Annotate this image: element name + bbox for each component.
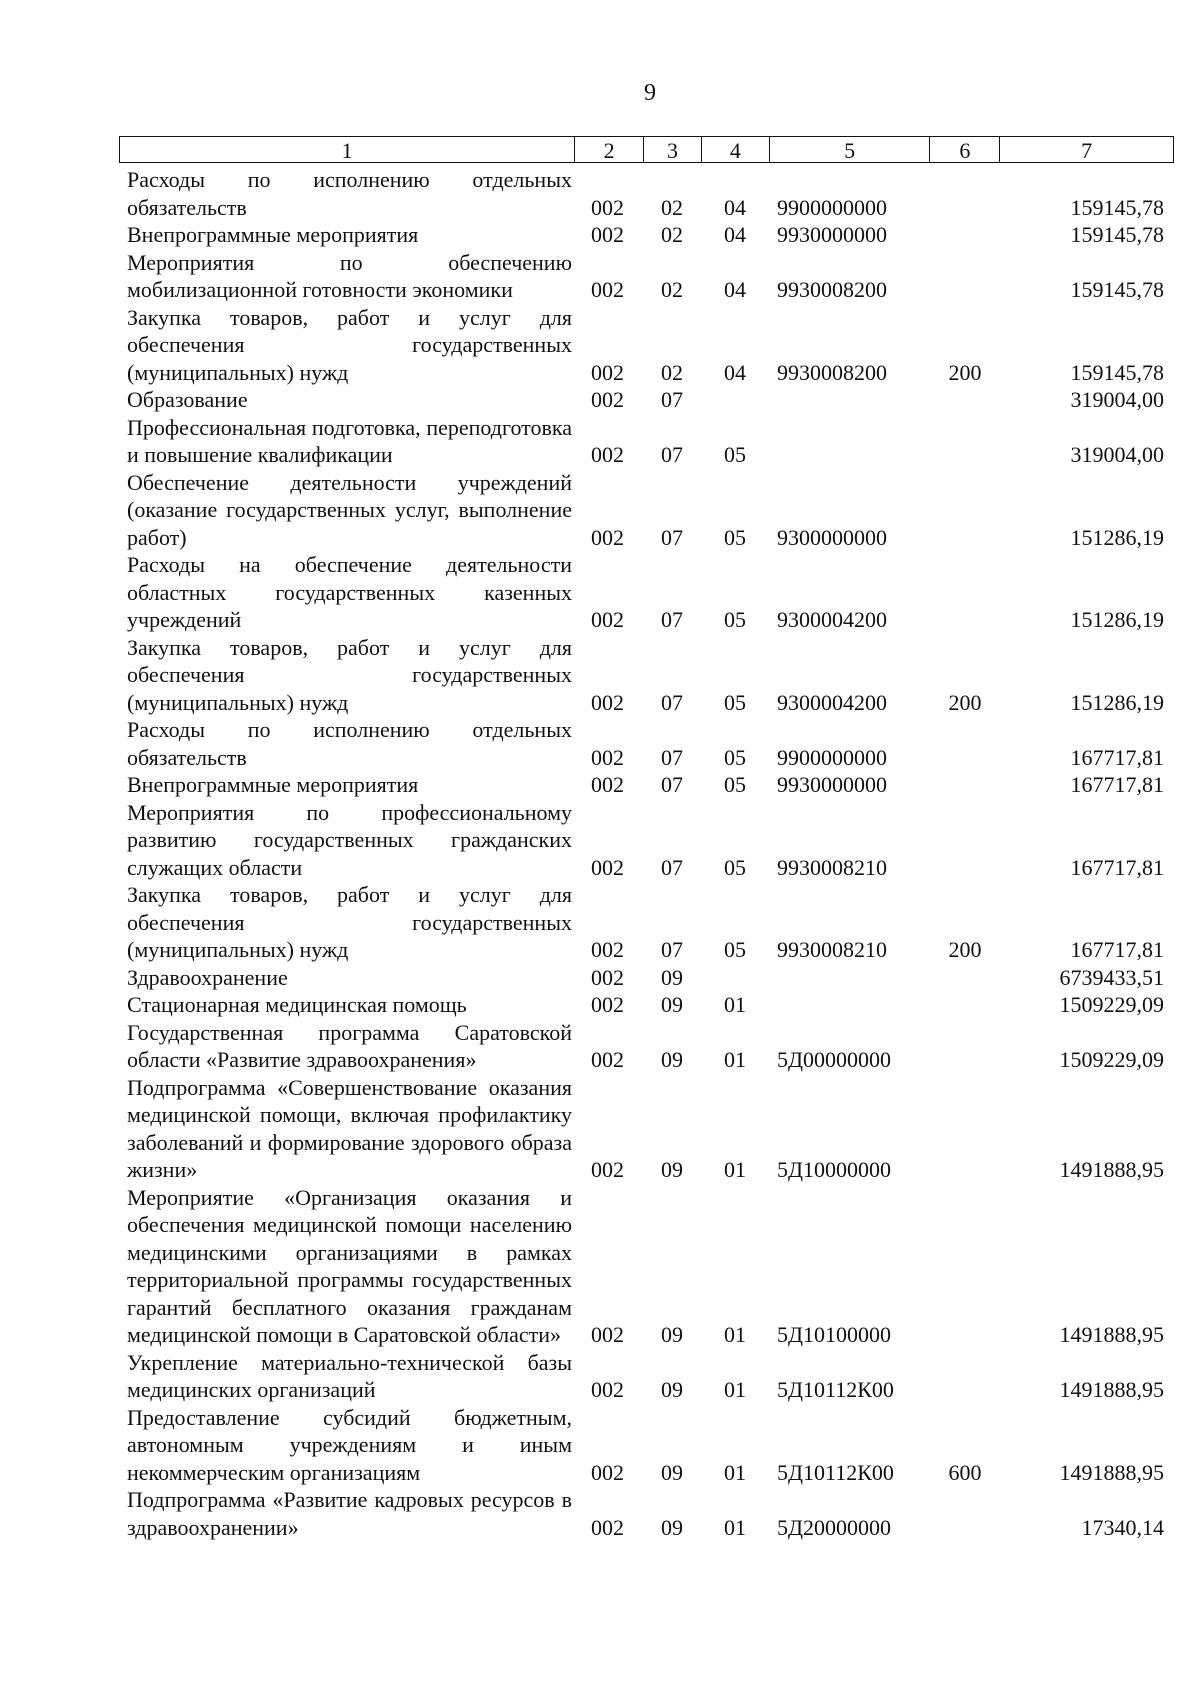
code-subsection: 05 [724, 854, 746, 880]
table-row [119, 304, 1174, 387]
table-row [119, 1184, 1174, 1349]
code-admin: 002 [591, 442, 624, 467]
table-row [119, 1349, 1174, 1404]
header-col-7: 7 [999, 137, 1173, 162]
code-subsection: 01 [724, 992, 746, 1017]
row-description: Профессиональная подготовка, переподготовка и повышение квалификации [127, 414, 572, 467]
code-section: 09 [661, 1377, 683, 1402]
row-description: Закупка товаров, работ и услуг для обеспечения государственных (муниципальных) нужд [127, 882, 572, 962]
code-expense-type: 200 [948, 937, 982, 962]
table-row [119, 634, 1174, 717]
code-target-article: 5Д10112К00 [777, 1377, 894, 1402]
row-description: Укрепление материально-технической базы медицинских организаций [127, 1349, 572, 1402]
row-description: Закупка товаров, работ и услуг для обеспечения государственных (муниципальных) нужд [127, 304, 572, 385]
amount-value: 6739433,51 [1059, 964, 1164, 990]
row-description: Здравоохранение [127, 964, 288, 990]
row-description: Расходы по исполнению отдельных обязательств [127, 717, 572, 770]
code-admin: 002 [591, 277, 624, 302]
amount-value: 1491888,95 [1059, 1377, 1164, 1402]
code-section: 09 [661, 992, 683, 1017]
amount-value: 167717,81 [1070, 937, 1164, 962]
header-col-6: 6 [929, 137, 999, 162]
code-subsection: 01 [724, 1459, 746, 1485]
table-row [119, 1019, 1174, 1074]
code-expense-type: 200 [948, 359, 982, 385]
code-admin: 002 [591, 222, 624, 247]
code-admin: 002 [591, 1377, 624, 1402]
row-description: Мероприятия по профессиональному развитию государственных гражданских служащих области [127, 799, 572, 880]
code-admin: 002 [591, 1322, 624, 1347]
code-section: 09 [661, 964, 683, 990]
page-number: 9 [644, 80, 656, 106]
amount-value: 159145,78 [1070, 277, 1164, 302]
code-section: 02 [661, 222, 683, 247]
code-subsection: 05 [724, 524, 746, 550]
amount-value: 159145,78 [1070, 194, 1164, 220]
code-subsection: 04 [724, 222, 746, 247]
code-target-article: 9300004200 [777, 689, 887, 715]
code-admin: 002 [591, 1047, 624, 1072]
code-subsection: 01 [724, 1157, 746, 1182]
code-subsection: 04 [724, 194, 746, 220]
code-admin: 002 [591, 689, 624, 715]
table-row [119, 881, 1174, 964]
code-subsection: 01 [724, 1047, 746, 1072]
code-subsection: 05 [724, 772, 746, 797]
table-row [119, 771, 1174, 799]
amount-value: 319004,00 [1070, 442, 1164, 467]
code-admin: 002 [591, 387, 624, 412]
table-row [119, 1486, 1174, 1541]
code-subsection: 05 [724, 744, 746, 770]
row-description: Предоставление субсидий бюджетным, автономным учреждениям и иным некоммерческим организациям [127, 1404, 572, 1485]
code-target-article: 5Д00000000 [777, 1047, 892, 1072]
code-admin: 002 [591, 937, 624, 962]
code-admin: 002 [591, 524, 624, 550]
code-section: 09 [661, 1514, 683, 1540]
header-col-5: 5 [769, 137, 930, 162]
code-target-article: 9900000000 [777, 194, 887, 220]
code-target-article: 5Д10100000 [777, 1322, 892, 1347]
code-target-article: 9300004200 [777, 607, 887, 632]
code-section: 07 [661, 937, 683, 962]
code-target-article: 9930008200 [777, 277, 887, 302]
table-row [119, 964, 1174, 992]
row-description: Государственная программа Саратовской области «Развитие здравоохранения» [127, 1019, 572, 1072]
amount-value: 167717,81 [1070, 854, 1164, 880]
table-row [119, 716, 1174, 771]
header-col-1: 1 [341, 138, 353, 163]
code-subsection: 01 [724, 1377, 746, 1402]
table-row [119, 991, 1174, 1019]
code-section: 09 [661, 1047, 683, 1072]
row-description: Стационарная медицинская помощь [127, 992, 467, 1017]
row-description: Мероприятия по обеспечению мобилизационной готовности экономики [127, 249, 572, 302]
amount-value: 1509229,09 [1059, 1047, 1164, 1072]
amount-value: 167717,81 [1070, 744, 1164, 770]
header-col-4: 4 [701, 137, 769, 162]
amount-value: 1491888,95 [1059, 1157, 1164, 1182]
code-target-article: 5Д10112К00 [777, 1459, 894, 1485]
code-section: 07 [661, 442, 683, 467]
code-target-article: 9930000000 [777, 222, 887, 247]
amount-value: 17340,14 [1081, 1514, 1164, 1540]
table-row [119, 166, 1174, 221]
table-row [119, 249, 1174, 304]
row-description: Подпрограмма «Развитие кадровых ресурсов в здравоохранении» [127, 1487, 572, 1540]
code-section: 07 [661, 772, 683, 797]
code-target-article: 9930008200 [777, 359, 887, 385]
amount-value: 159145,78 [1070, 359, 1164, 385]
code-subsection: 05 [724, 937, 746, 962]
table-row [119, 386, 1174, 414]
code-section: 02 [661, 277, 683, 302]
row-description: Мероприятие «Организация оказания и обеспечения медицинской помощи населению медицинскими организациями в рамках территориальной программы государственных гарантий бесплатного оказания гражданам медицинской помощи в Саратовской области» [127, 1184, 572, 1347]
table-row [119, 414, 1174, 469]
code-admin: 002 [591, 744, 624, 770]
code-section: 09 [661, 1459, 683, 1485]
row-description: Внепрограммные мероприятия [127, 222, 419, 247]
row-description: Образование [127, 387, 248, 412]
code-expense-type: 600 [948, 1459, 982, 1485]
code-expense-type: 200 [948, 689, 982, 715]
header-col-2: 2 [574, 137, 643, 162]
amount-value: 151286,19 [1070, 524, 1164, 550]
amount-value: 151286,19 [1070, 689, 1164, 715]
row-description: Расходы по исполнению отдельных обязательств [127, 167, 572, 220]
code-subsection: 05 [724, 607, 746, 632]
code-target-article: 9930008210 [777, 937, 887, 962]
code-section: 07 [661, 387, 683, 412]
code-admin: 002 [591, 964, 624, 990]
code-admin: 002 [591, 359, 624, 385]
row-description: Закупка товаров, работ и услуг для обеспечения государственных (муниципальных) нужд [127, 634, 572, 715]
table-row [119, 469, 1174, 552]
amount-value: 167717,81 [1070, 772, 1164, 797]
amount-value: 151286,19 [1070, 607, 1164, 632]
amount-value: 1509229,09 [1059, 992, 1164, 1017]
code-target-article: 9930008210 [777, 854, 887, 880]
code-section: 09 [661, 1322, 683, 1347]
code-target-article: 5Д10000000 [777, 1157, 892, 1182]
code-admin: 002 [591, 772, 624, 797]
amount-value: 319004,00 [1070, 387, 1164, 412]
row-description: Обеспечение деятельности учреждений (оказание государственных услуг, выполнение работ) [127, 469, 572, 550]
code-subsection: 04 [724, 277, 746, 302]
code-section: 07 [661, 744, 683, 770]
code-section: 07 [661, 607, 683, 632]
code-subsection: 04 [724, 359, 746, 385]
code-target-article: 5Д20000000 [777, 1514, 892, 1540]
table-row [119, 799, 1174, 882]
budget-table [119, 136, 1174, 1541]
row-description: Подпрограмма «Совершенствование оказания медицинской помощи, включая профилактику заболеваний и формирование здорового образа жизни» [127, 1074, 572, 1182]
amount-value: 159145,78 [1070, 222, 1164, 247]
table-row [119, 1404, 1174, 1487]
table-header [119, 136, 1174, 163]
table-body [119, 166, 1174, 1541]
code-subsection: 05 [724, 689, 746, 715]
code-admin: 002 [591, 1459, 624, 1485]
code-admin: 002 [591, 607, 624, 632]
code-section: 02 [661, 194, 683, 220]
code-admin: 002 [591, 992, 624, 1017]
row-description: Расходы на обеспечение деятельности областных государственных казенных учреждений [127, 552, 572, 632]
table-row [119, 551, 1174, 634]
code-subsection: 01 [724, 1322, 746, 1347]
table-row [119, 1074, 1174, 1184]
amount-value: 1491888,95 [1059, 1322, 1164, 1347]
code-admin: 002 [591, 1157, 624, 1182]
code-section: 07 [661, 689, 683, 715]
code-admin: 002 [591, 1514, 624, 1540]
header-col-3: 3 [643, 137, 701, 162]
code-subsection: 05 [724, 442, 746, 467]
code-target-article: 9900000000 [777, 744, 887, 770]
code-section: 07 [661, 854, 683, 880]
code-subsection: 01 [724, 1514, 746, 1540]
code-section: 02 [661, 359, 683, 385]
code-target-article: 9930000000 [777, 772, 887, 797]
amount-value: 1491888,95 [1059, 1459, 1164, 1485]
code-target-article: 9300000000 [777, 524, 887, 550]
code-section: 09 [661, 1157, 683, 1182]
table-row [119, 221, 1174, 249]
code-admin: 002 [591, 194, 624, 220]
code-admin: 002 [591, 854, 624, 880]
code-section: 07 [661, 524, 683, 550]
row-description: Внепрограммные мероприятия [127, 772, 419, 797]
